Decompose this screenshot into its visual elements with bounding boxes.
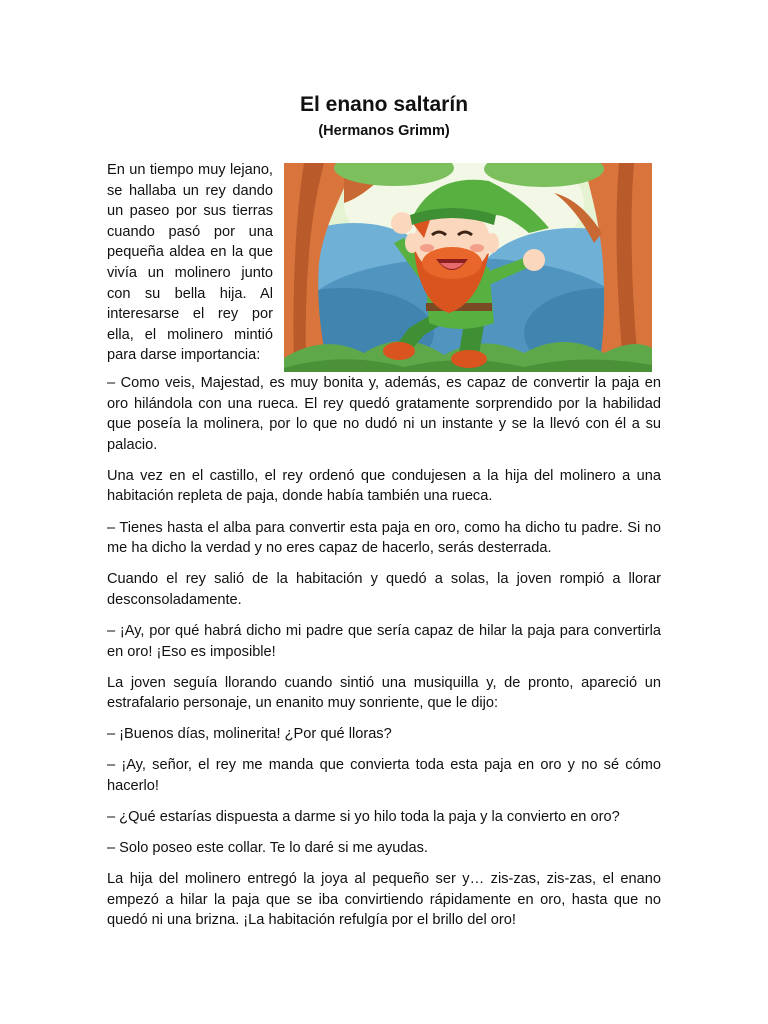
page-subtitle: (Hermanos Grimm) <box>318 123 450 139</box>
story-body <box>107 373 661 942</box>
story-paragraph: – Tienes hasta el alba para convertir esta paja en oro, como ha dicho tu padre. Si no me ha dicho la verdad y no eres capaz de hacerlo, serás desterrada. <box>107 519 661 557</box>
story-paragraph: Cuando el rey salió de la habitación y quedó a solas, la joven rompió a llorar desconsoladamente. <box>107 571 661 608</box>
intro-paragraph: En un tiempo muy lejano, se hallaba un rey dando un paseo por sus tierras cuando pasó por una pequeña aldea en la que vivía un molinero junto con su bella hija. Al interesarse el rey por ella, el molinero mintió para darse importancia: <box>107 162 273 364</box>
story-paragraph: – Solo poseo este collar. Te lo daré si me ayudas. <box>107 840 428 857</box>
story-paragraph: – ¡Ay, señor, el rey me manda que convierta toda esta paja en oro y no sé cómo hacerlo! <box>107 757 661 794</box>
story-paragraph: La hija del molinero entregó la joya al pequeño ser y… zis-zas, zis-zas, el enano empezó a hilar la paja que se iba convirtiendo rápidamente en oro, hasta que no quedó ni una brizna. ¡La habitación refulgía por el brillo del oro! <box>107 871 661 929</box>
story-paragraph: – ¡Ay, por qué habrá dicho mi padre que sería capaz de hilar la paja para convertirla en oro! ¡Eso es imposible! <box>107 622 661 660</box>
story-paragraph: La joven seguía llorando cuando sintió una musiquilla y, de pronto, apareció un estrafalario personaje, un enanito muy sonriente, que le dijo: <box>107 674 661 712</box>
leprechaun-dwarf-illustration <box>284 163 652 372</box>
story-paragraph: Una vez en el castillo, el rey ordenó que condujesen a la hija del molinero a una habitación repleta de paja, donde había también una rueca. <box>107 467 661 505</box>
story-paragraph: – ¿Qué estarías dispuesta a darme si yo hilo toda la paja y la convierto en oro? <box>107 809 620 826</box>
page-title: El enano saltarín <box>299 93 469 116</box>
story-paragraph: – Como veis, Majestad, es muy bonita y, además, es capaz de convertir la paja en oro hilándola con una rueca. El rey quedó gratamente sorprendido por la habilidad que poseía la molinera, por lo que no dudó ni un instante y se la llevó con él a su palacio. <box>107 375 661 453</box>
story-paragraph: – ¡Buenos días, molinerita! ¿Por qué lloras? <box>107 726 392 743</box>
